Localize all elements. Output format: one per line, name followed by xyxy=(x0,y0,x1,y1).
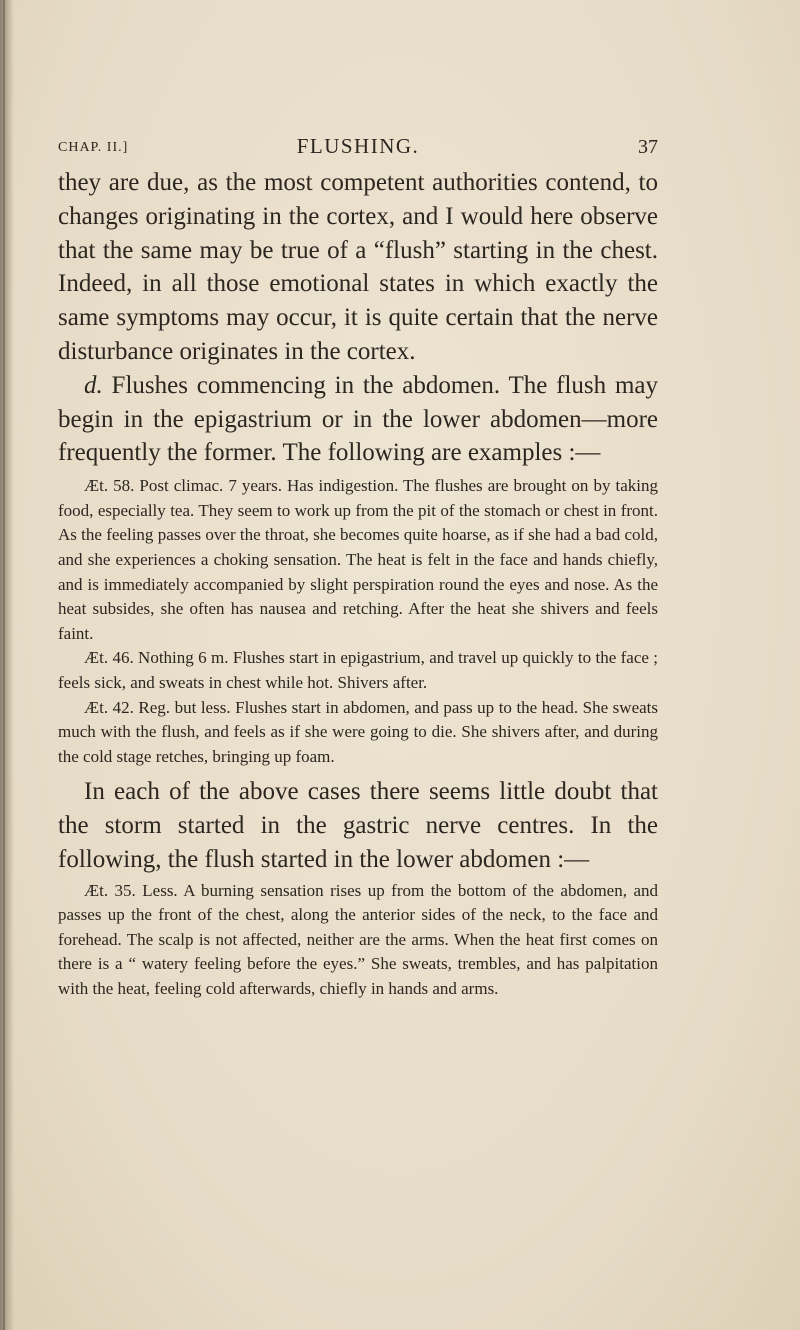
case-note-aet-35: Æt. 35. Less. A burning sensation rises up from the bottom of the abdomen, and passes up the front of the chest, along the anterior sides of the neck, to the face and forehead. The scalp is not affected, neither are the arms. When the heat first comes on there is a “ watery feeling before the eyes.” She sweats, trembles, and has palpitation with the heat, feeling cold afterwards, chiefly in hands and arms. xyxy=(58,880,658,999)
case-notes-block-2 xyxy=(58,879,658,1002)
paragraph-flushes-abdomen xyxy=(58,369,658,470)
case-note-aet-46: Æt. 46. Nothing 6 m. Flushes start in epigastrium, and travel up quickly to the face ; feels sick, and sweats in chest while hot. Shivers after. xyxy=(58,648,658,692)
book-page xyxy=(58,130,658,1002)
paragraph-storm-gastric: In each of the above cases there seems little doubt that the storm started in the gastric nerve centres. In the following, the flush started in the lower abdomen :— xyxy=(58,778,658,873)
page-binding-line xyxy=(3,0,5,1330)
running-title: FLUSHING. xyxy=(296,134,420,158)
chapter-label: CHAP. II.] xyxy=(58,140,129,155)
page-number: 37 xyxy=(638,136,658,158)
main-text-block-2 xyxy=(58,775,658,876)
paragraph-continuation: they are due, as the most competent authorities contend, to changes originating in the cortex, and I would here observe that the same may be true of a “flush” starting in the chest. Indeed, in all those emotional states in which exactly the same symptoms may occur, it is quite certain that the nerve disturbance originates in the cortex. xyxy=(58,169,658,365)
running-header xyxy=(58,130,658,166)
case-note-aet-58: Æt. 58. Post climac. 7 years. Has indigestion. The flushes are brought on by taking food, especially tea. They seem to work up from the pit of the stomach or chest in front. As the feeling passes over the throat, she becomes quite hoarse, as if she had a bad cold, and she experiences a choking sensation. The heat is felt in the face and hands chiefly, and is immediately accompanied by slight perspiration round the eyes and nose. As the heat subsides, she often has nausea and retching. After the heat she shivers and feels faint. xyxy=(58,476,658,643)
paragraph-flushes-abdomen-text: Flushes commencing in the abdomen. The flush may begin in the epigastrium or in the lower abdomen—more frequently the former. The following are examples :— xyxy=(58,371,658,467)
section-letter: d. xyxy=(84,371,103,399)
case-notes-block-1 xyxy=(58,474,658,769)
case-note-aet-42: Æt. 42. Reg. but less. Flushes start in abdomen, and pass up to the head. She sweats much with the flush, and feels as if she were going to die. She shivers after, and during the cold stage retches, bringing up foam. xyxy=(58,697,658,766)
main-text-block-1 xyxy=(58,166,658,470)
